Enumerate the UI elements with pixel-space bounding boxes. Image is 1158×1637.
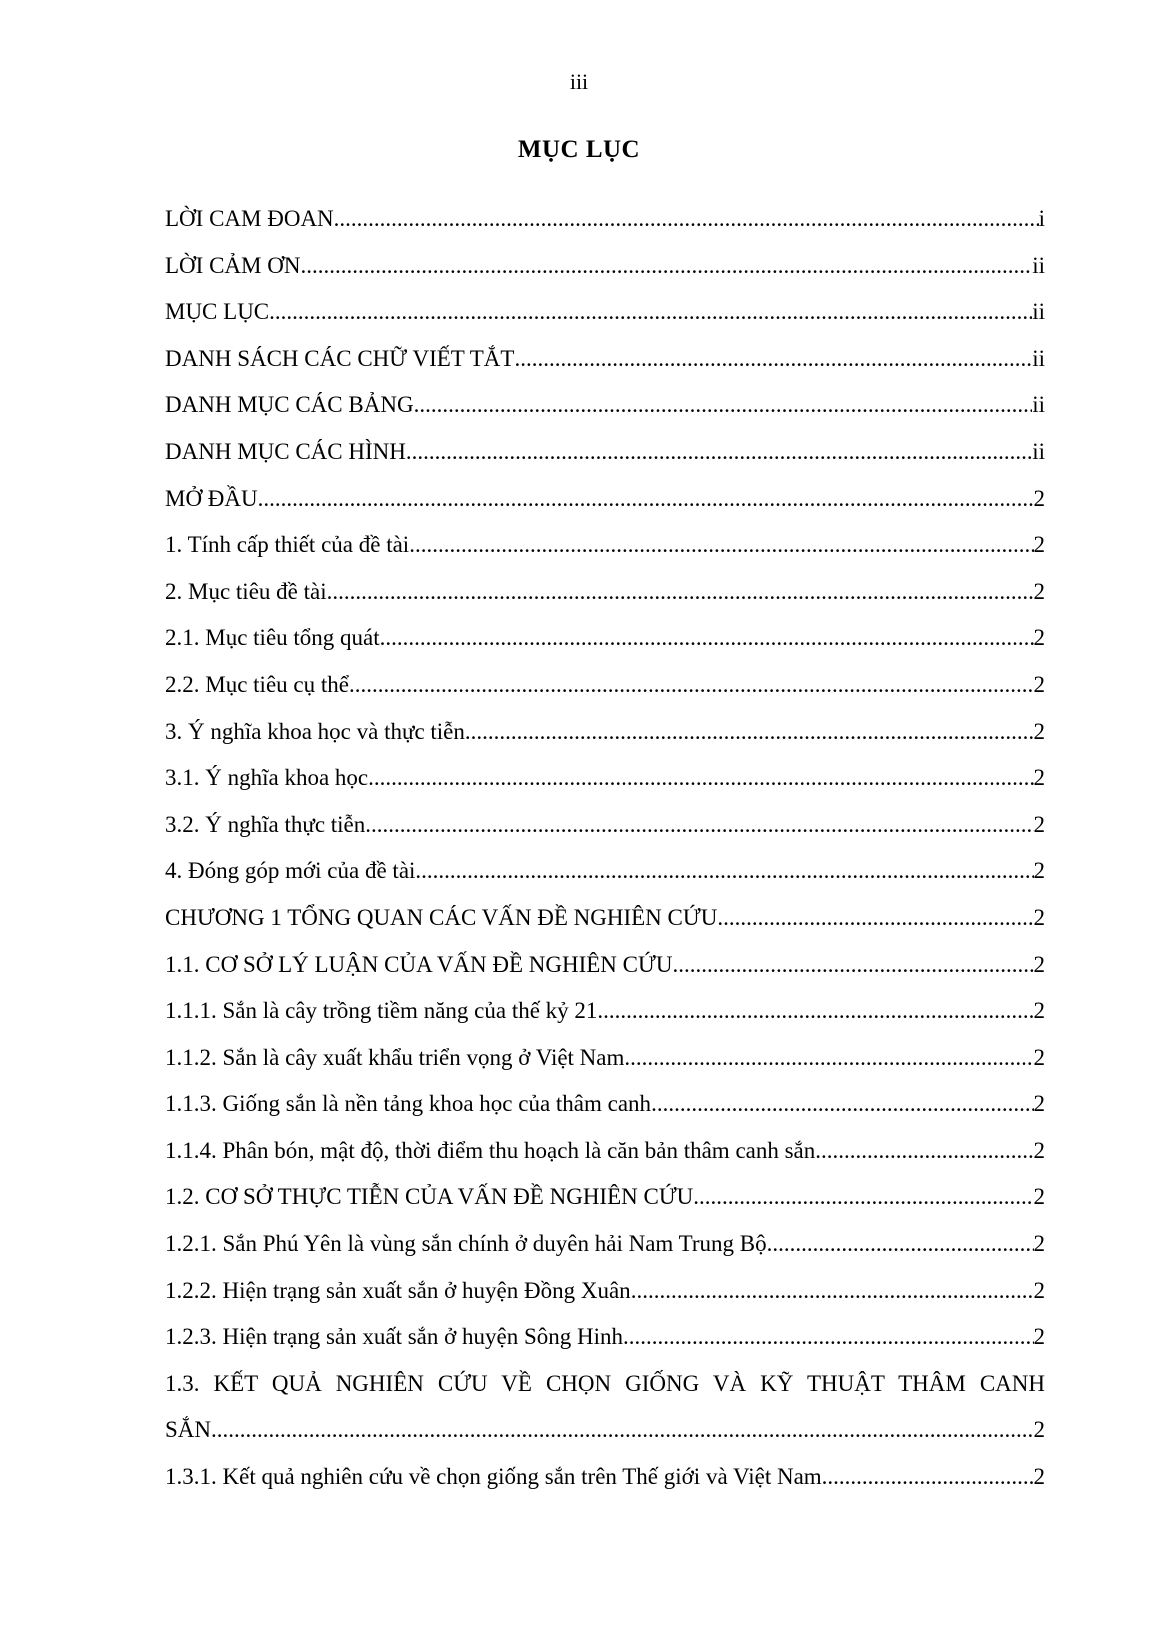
- toc-entry[interactable]: [165, 252, 1045, 299]
- toc-entry-page: 2: [1033, 718, 1045, 744]
- toc-entry[interactable]: [165, 1230, 1045, 1277]
- toc-entry-label: LỜI CAM ĐOAN: [165, 206, 334, 231]
- toc-entry-label: 2.2. Mục tiêu cụ thể: [165, 671, 349, 697]
- dot-leader: [327, 578, 1034, 606]
- dot-leader: [693, 1183, 1033, 1211]
- toc-entry-label: 1.2.2. Hiện trạng sản xuất sắn ở huyện Đồng Xuân: [165, 1277, 631, 1303]
- toc-entry[interactable]: [165, 485, 1045, 532]
- toc-entry-page: 2: [1033, 1417, 1045, 1443]
- dot-leader: [651, 1090, 1033, 1118]
- toc-entry-label: MỞ ĐẦU: [165, 485, 258, 511]
- toc-entry-label: CHƯƠNG 1 TỔNG QUAN CÁC VẤN ĐỀ NGHIÊN CỨU: [165, 904, 718, 930]
- toc-entry-label: 1.1.2. Sắn là cây xuất khẩu triển vọng ở Việt Nam: [165, 1044, 625, 1070]
- toc-entry-label: 1.2.3. Hiện trạng sản xuất sắn ở huyện Sông Hinh: [165, 1324, 624, 1350]
- toc-entry[interactable]: [165, 1137, 1045, 1184]
- toc-entry-page: 2: [1033, 765, 1045, 791]
- toc-entry[interactable]: [165, 345, 1045, 392]
- dot-leader: [409, 531, 1033, 559]
- table-of-contents: [165, 205, 1045, 1510]
- toc-entry[interactable]: [165, 624, 1045, 671]
- dot-leader: [269, 298, 1032, 326]
- dot-leader: [368, 764, 1033, 792]
- dot-leader: [624, 1044, 1033, 1072]
- toc-entry-page: 2: [1033, 1091, 1045, 1117]
- toc-entry-page: 2: [1033, 811, 1045, 837]
- dot-leader: [631, 1277, 1034, 1305]
- toc-entry[interactable]: [165, 1370, 1045, 1463]
- dot-leader: [414, 391, 1033, 419]
- dot-leader: [514, 345, 1032, 373]
- toc-entry-page: i: [1038, 206, 1045, 231]
- toc-entry-page: 2: [1033, 1231, 1045, 1257]
- dot-leader: [597, 997, 1033, 1025]
- toc-entry-label: 1.1.1. Sắn là cây trồng tiềm năng của thế kỷ 21: [165, 998, 598, 1024]
- dot-leader: [365, 811, 1033, 839]
- toc-entry-label: 1.2. CƠ SỞ THỰC TIỄN CỦA VẤN ĐỀ NGHIÊN CỨU: [165, 1184, 694, 1210]
- dot-leader: [767, 1230, 1034, 1258]
- toc-entry-page: 2: [1033, 1044, 1045, 1070]
- toc-entry-page: 2: [1033, 1137, 1045, 1163]
- toc-entry-label: DANH SÁCH CÁC CHỮ VIẾT TẮT: [165, 345, 515, 371]
- toc-entry[interactable]: [165, 1090, 1045, 1137]
- toc-entry[interactable]: [165, 671, 1045, 718]
- toc-entry[interactable]: [165, 857, 1045, 904]
- toc-entry-label-continued: SẮN: [165, 1417, 212, 1443]
- dot-leader: [623, 1323, 1033, 1351]
- toc-entry[interactable]: [165, 391, 1045, 438]
- toc-entry[interactable]: [165, 764, 1045, 811]
- toc-entry-page: 2: [1033, 671, 1045, 697]
- toc-entry-page: ii: [1032, 345, 1045, 371]
- dot-leader: [334, 205, 1039, 233]
- dot-leader: [822, 1463, 1034, 1491]
- toc-entry[interactable]: [165, 578, 1045, 625]
- toc-entry-label: 4. Đóng góp mới của đề tài: [165, 858, 416, 884]
- toc-entry-page: 2: [1033, 1277, 1045, 1303]
- toc-entry[interactable]: [165, 1044, 1045, 1091]
- toc-entry-page: 2: [1033, 532, 1045, 558]
- toc-entry-page: 2: [1033, 485, 1045, 511]
- toc-entry-page: 2: [1033, 578, 1045, 604]
- toc-entry[interactable]: [165, 1277, 1045, 1324]
- toc-entry[interactable]: [165, 438, 1045, 485]
- toc-entry-page: 2: [1033, 904, 1045, 930]
- toc-entry[interactable]: [165, 205, 1045, 252]
- dot-leader: [406, 438, 1032, 466]
- toc-entry-label: 1.1. CƠ SỞ LÝ LUẬN CỦA VẤN ĐỀ NGHIÊN CỨU: [165, 951, 673, 977]
- toc-entry[interactable]: [165, 531, 1045, 578]
- toc-entry-page: ii: [1032, 252, 1045, 278]
- toc-entry[interactable]: [165, 718, 1045, 765]
- toc-entry-page: 2: [1033, 1184, 1045, 1210]
- toc-entry-label: 3.1. Ý nghĩa khoa học: [165, 765, 369, 791]
- toc-entry-label: DANH MỤC CÁC BẢNG: [165, 392, 414, 418]
- toc-entry-page: 2: [1033, 1464, 1045, 1490]
- toc-entry-label: DANH MỤC CÁC HÌNH: [165, 438, 406, 464]
- toc-entry-page: ii: [1032, 299, 1045, 325]
- toc-entry[interactable]: [165, 1183, 1045, 1230]
- toc-entry-continuation: [165, 1416, 1045, 1463]
- dot-leader: [672, 951, 1033, 979]
- dot-leader: [717, 904, 1033, 932]
- toc-entry[interactable]: [165, 298, 1045, 345]
- toc-entry[interactable]: [165, 1463, 1045, 1510]
- dot-leader: [258, 485, 1034, 513]
- dot-leader: [211, 1416, 1033, 1444]
- toc-entry-page: 2: [1033, 998, 1045, 1024]
- toc-entry[interactable]: [165, 811, 1045, 858]
- toc-entry-label: 3. Ý nghĩa khoa học và thực tiễn: [165, 718, 465, 744]
- toc-entry[interactable]: [165, 951, 1045, 998]
- toc-entry-label: 1.2.1. Sắn Phú Yên là vùng sắn chính ở duyên hải Nam Trung Bộ: [165, 1231, 767, 1257]
- page-title: MỤC LỤC: [517, 136, 641, 163]
- toc-entry[interactable]: [165, 1323, 1045, 1370]
- toc-entry-label: 1.3. KẾT QUẢ NGHIÊN CỨU VỀ CHỌN GIỐNG VÀ KỸ THUẬT THÂM CANH: [165, 1370, 1045, 1396]
- toc-entry-label: 1.1.3. Giống sắn là nền tảng khoa học của thâm canh: [165, 1091, 652, 1117]
- toc-entry-page: ii: [1032, 438, 1045, 464]
- toc-entry-label: 3.2. Ý nghĩa thực tiễn: [165, 811, 366, 837]
- dot-leader: [300, 252, 1032, 280]
- toc-entry[interactable]: [165, 997, 1045, 1044]
- dot-leader: [465, 718, 1034, 746]
- toc-entry-label: 2.1. Mục tiêu tổng quát: [165, 625, 380, 651]
- dot-leader: [415, 857, 1033, 885]
- toc-entry-page: 2: [1033, 858, 1045, 884]
- dot-leader: [349, 671, 1034, 699]
- dot-leader: [380, 624, 1034, 652]
- toc-entry-page: 2: [1033, 625, 1045, 651]
- toc-entry-label: LỜI CẢM ƠN: [165, 252, 301, 278]
- dot-leader: [815, 1137, 1033, 1165]
- toc-entry-page: 2: [1033, 1324, 1045, 1350]
- toc-entry-label: 2. Mục tiêu đề tài: [165, 578, 327, 604]
- toc-entry-label: 1.3.1. Kết quả nghiên cứu về chọn giống sắn trên Thế giới và Việt Nam: [165, 1464, 822, 1490]
- toc-entry-page: ii: [1032, 392, 1045, 418]
- toc-entry-label: 1. Tính cấp thiết của đề tài: [165, 532, 410, 558]
- toc-entry-page: 2: [1033, 951, 1045, 977]
- toc-entry-label: 1.1.4. Phân bón, mật độ, thời điểm thu hoạch là căn bản thâm canh sắn: [165, 1137, 816, 1163]
- toc-entry-label: MỤC LỤC: [165, 299, 270, 325]
- page-number: iii: [569, 69, 589, 94]
- toc-entry[interactable]: [165, 904, 1045, 951]
